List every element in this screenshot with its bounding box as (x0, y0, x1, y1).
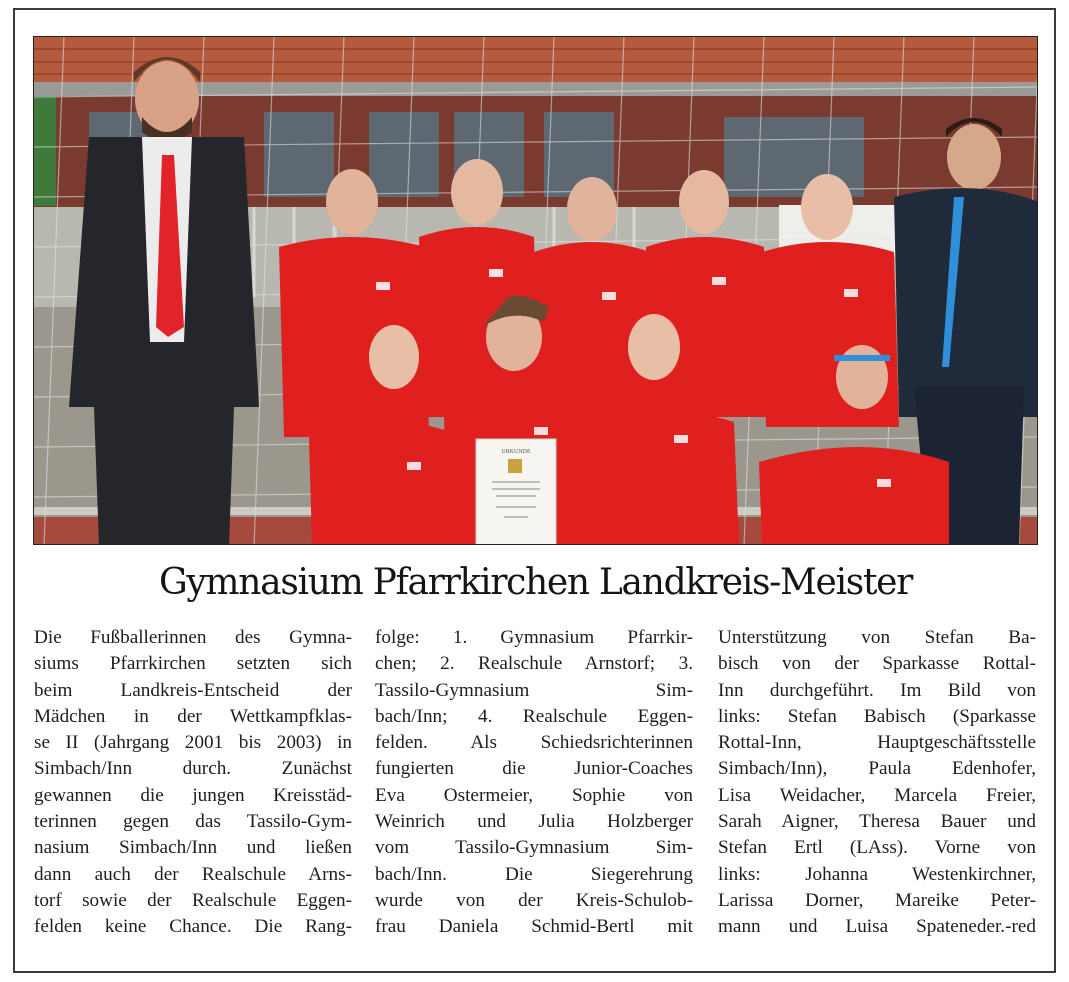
text-line: terinnen gegen das Tassilo-Gym- (34, 811, 352, 833)
text-line: felden keine Chance. Die Rang- (34, 916, 352, 938)
text-line: fungierten die Junior-Coaches (375, 758, 693, 780)
text-line: Stefan Ertl (LAss). Vorne von (718, 837, 1036, 859)
text-line: links: Johanna Westenkirchner, (718, 863, 1036, 885)
text-line: Rottal-Inn, Hauptgeschäftsstelle (718, 732, 1036, 754)
certificate-title: URKUNDE (501, 449, 531, 455)
article-column-2 (375, 625, 693, 941)
text-line: Sarah Aigner, Theresa Bauer und (718, 811, 1036, 833)
text-line: Die Fußballerinnen des Gymna- (34, 627, 352, 648)
text-line: Mädchen in der Wettkampfklas- (34, 705, 352, 727)
text-line: bach/Inn; 4. Realschule Eggen- (375, 705, 693, 727)
text-line: vom Tassilo-Gymnasium Sim- (375, 837, 693, 859)
text-line: Tassilo-Gymnasium Sim- (375, 679, 693, 701)
text-line: dann auch der Realschule Arns- (34, 863, 352, 885)
text-line: Eva Ostermeier, Sophie von (375, 784, 693, 806)
text-line: links: Stefan Babisch (Sparkasse (718, 705, 1036, 727)
article-column-3 (718, 625, 1036, 941)
text-line: wurde von der Kreis-Schulob- (375, 889, 693, 911)
team-photo (33, 36, 1038, 545)
text-line: mann und Luisa Spateneder.-red (718, 916, 1036, 938)
text-line: chen; 2. Realschule Arnstorf; 3. (375, 653, 693, 675)
text-line: gewannen die jungen Kreisstäd- (34, 784, 352, 806)
text-line: Simbach/Inn durch. Zunächst (34, 758, 352, 780)
text-line: Lisa Weidacher, Marcela Freier, (718, 784, 1036, 806)
text-line: beim Landkreis-Entscheid der (34, 679, 352, 701)
text-line: frau Daniela Schmid-Bertl mit (375, 916, 693, 938)
text-line: Simbach/Inn), Paula Edenhofer, (718, 758, 1036, 780)
text-line: felden. Als Schiedsrichterinnen (375, 732, 693, 754)
text-line: siums Pfarrkirchen setzten sich (34, 653, 352, 675)
text-line: nasium Simbach/Inn und ließen (34, 837, 352, 859)
text-line: Inn durchgeführt. Im Bild von (718, 679, 1036, 701)
article-column-1 (34, 625, 352, 941)
text-line: Larissa Dorner, Mareike Peter- (718, 889, 1036, 911)
text-line: bisch von der Sparkasse Rottal- (718, 653, 1036, 675)
article-headline: Gymnasium Pfarrkirchen Landkreis-Meister (158, 562, 913, 603)
text-line: se II (Jahrgang 2001 bis 2003) in (34, 732, 352, 754)
text-line: torf sowie der Realschule Eggen- (34, 889, 352, 911)
text-line: Weinrich und Julia Holzberger (375, 811, 693, 833)
text-line: folge: 1. Gymnasium Pfarrkir- (375, 627, 693, 648)
text-line: bach/Inn. Die Siegerehrung (375, 863, 693, 885)
text-line: Unterstützung von Stefan Ba- (718, 627, 1036, 648)
